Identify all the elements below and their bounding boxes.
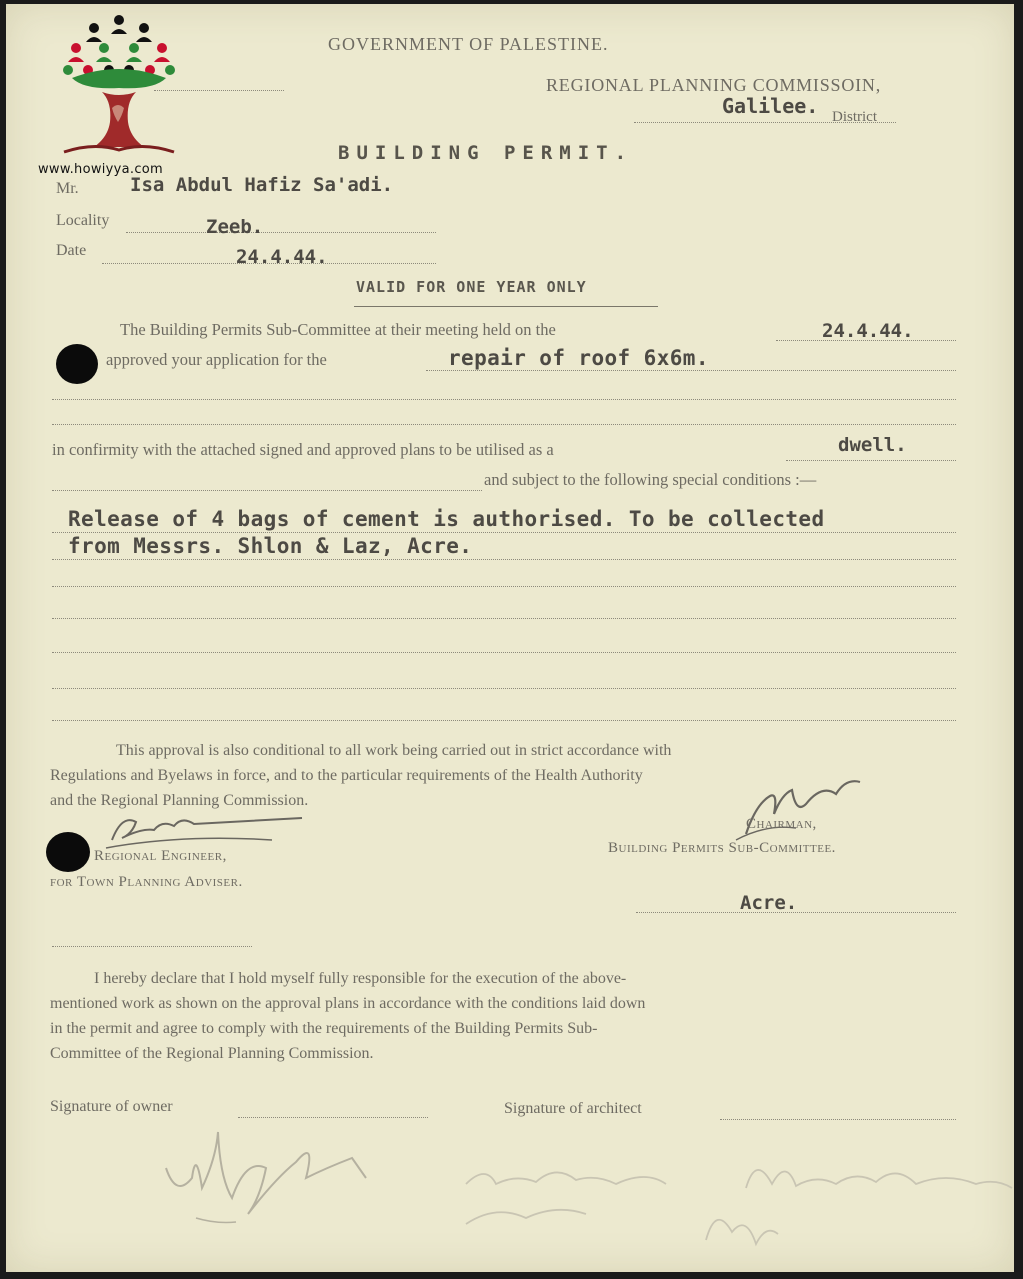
validity-notice: VALID FOR ONE YEAR ONLY — [356, 278, 587, 296]
condition-dotted-line-6 — [52, 688, 956, 689]
use-value: dwell. — [838, 434, 907, 456]
approval-line-2: approved your application for the — [106, 350, 327, 369]
conditional-text-1: This approval is also conditional to all work being carried out in strict accordance with — [116, 742, 672, 759]
approval-line-3: in confirmity with the attached signed and approved plans to be utilised as a — [52, 440, 554, 459]
condition-dotted-line-7 — [52, 720, 956, 721]
architect-signature-line — [720, 1119, 956, 1120]
document-title: BUILDING PERMIT. — [338, 142, 634, 164]
locality-dotted-line — [126, 232, 436, 233]
locality-value: Zeeb. — [206, 216, 264, 238]
approval-line-4: and subject to the following special conditions :— — [484, 470, 817, 489]
blank-dotted-line-1 — [52, 399, 956, 400]
conditions-lead-dotted-line — [52, 490, 482, 491]
condition-dotted-line-5 — [52, 652, 956, 653]
architect-signature-label: Signature of architect — [504, 1100, 642, 1117]
chairman-subtitle: Building Permits Sub-Committee. — [608, 840, 836, 856]
owner-signature-icon — [156, 1118, 386, 1228]
approval-line-1: The Building Permits Sub-Committee at their meeting held on the — [120, 320, 556, 339]
condition-line-2: from Messrs. Shlon & Laz, Acre. — [68, 534, 473, 558]
government-heading: GOVERNMENT OF PALESTINE. — [328, 34, 609, 54]
ink-blot — [56, 344, 98, 384]
meeting-date: 24.4.44. — [822, 320, 914, 342]
permit-document — [6, 4, 1014, 1272]
condition-dotted-line-4 — [52, 618, 956, 619]
howiyya-logo-icon — [54, 12, 184, 162]
condition-dotted-line-2 — [52, 559, 956, 560]
watermark-url: www.howiyya.com — [38, 162, 164, 177]
chairman-signature-icon — [726, 774, 876, 844]
district-label: District — [832, 109, 877, 125]
condition-dotted-line-3 — [52, 586, 956, 587]
commission-heading: REGIONAL PLANNING COMMISSOIN, — [546, 75, 882, 95]
conditional-text-2: Regulations and Byelaws in force, and to the particular requirements of the Health Authority — [50, 767, 643, 784]
declaration-line-2: mentioned work as shown on the approval plans in accordance with the conditions laid down — [50, 995, 646, 1012]
engineer-signature-icon — [102, 804, 312, 854]
place-value: Acre. — [740, 892, 798, 914]
engineer-title: Regional Engineer, — [94, 848, 227, 864]
applicant-name: Isa Abdul Hafiz Sa'adi. — [130, 174, 394, 196]
validity-underline — [354, 306, 658, 307]
architect-signature-icon — [456, 1144, 1016, 1264]
date-label: Date — [56, 242, 87, 259]
declaration-line-1: I hereby declare that I hold myself fully responsible for the execution of the above- — [94, 970, 627, 987]
conditional-text-3: and the Regional Planning Commission. — [50, 792, 309, 809]
name-label: Mr. — [56, 180, 79, 197]
purpose-value: repair of roof 6x6m. — [448, 346, 709, 370]
number-dotted-line — [154, 90, 284, 91]
date-value: 24.4.44. — [236, 246, 328, 268]
declaration-line-4: Committee of the Regional Planning Commission. — [50, 1045, 374, 1062]
blank-dotted-line-2 — [52, 424, 956, 425]
locality-label: Locality — [56, 212, 110, 229]
separator-dotted-line — [52, 946, 252, 947]
condition-line-1: Release of 4 bags of cement is authorised. To be collected — [68, 507, 825, 531]
declaration-line-3: in the permit and agree to comply with the requirements of the Building Permits Sub- — [50, 1020, 598, 1037]
engineer-subtitle: for Town Planning Adviser. — [50, 874, 243, 890]
owner-signature-label: Signature of owner — [50, 1098, 173, 1115]
purpose-dotted-line — [426, 370, 956, 371]
district-value: Galilee. — [722, 94, 819, 118]
condition-dotted-line-1 — [52, 532, 956, 533]
ink-blot-2 — [46, 832, 90, 872]
use-dotted-line — [786, 460, 956, 461]
chairman-title: Chairman, — [746, 816, 817, 832]
